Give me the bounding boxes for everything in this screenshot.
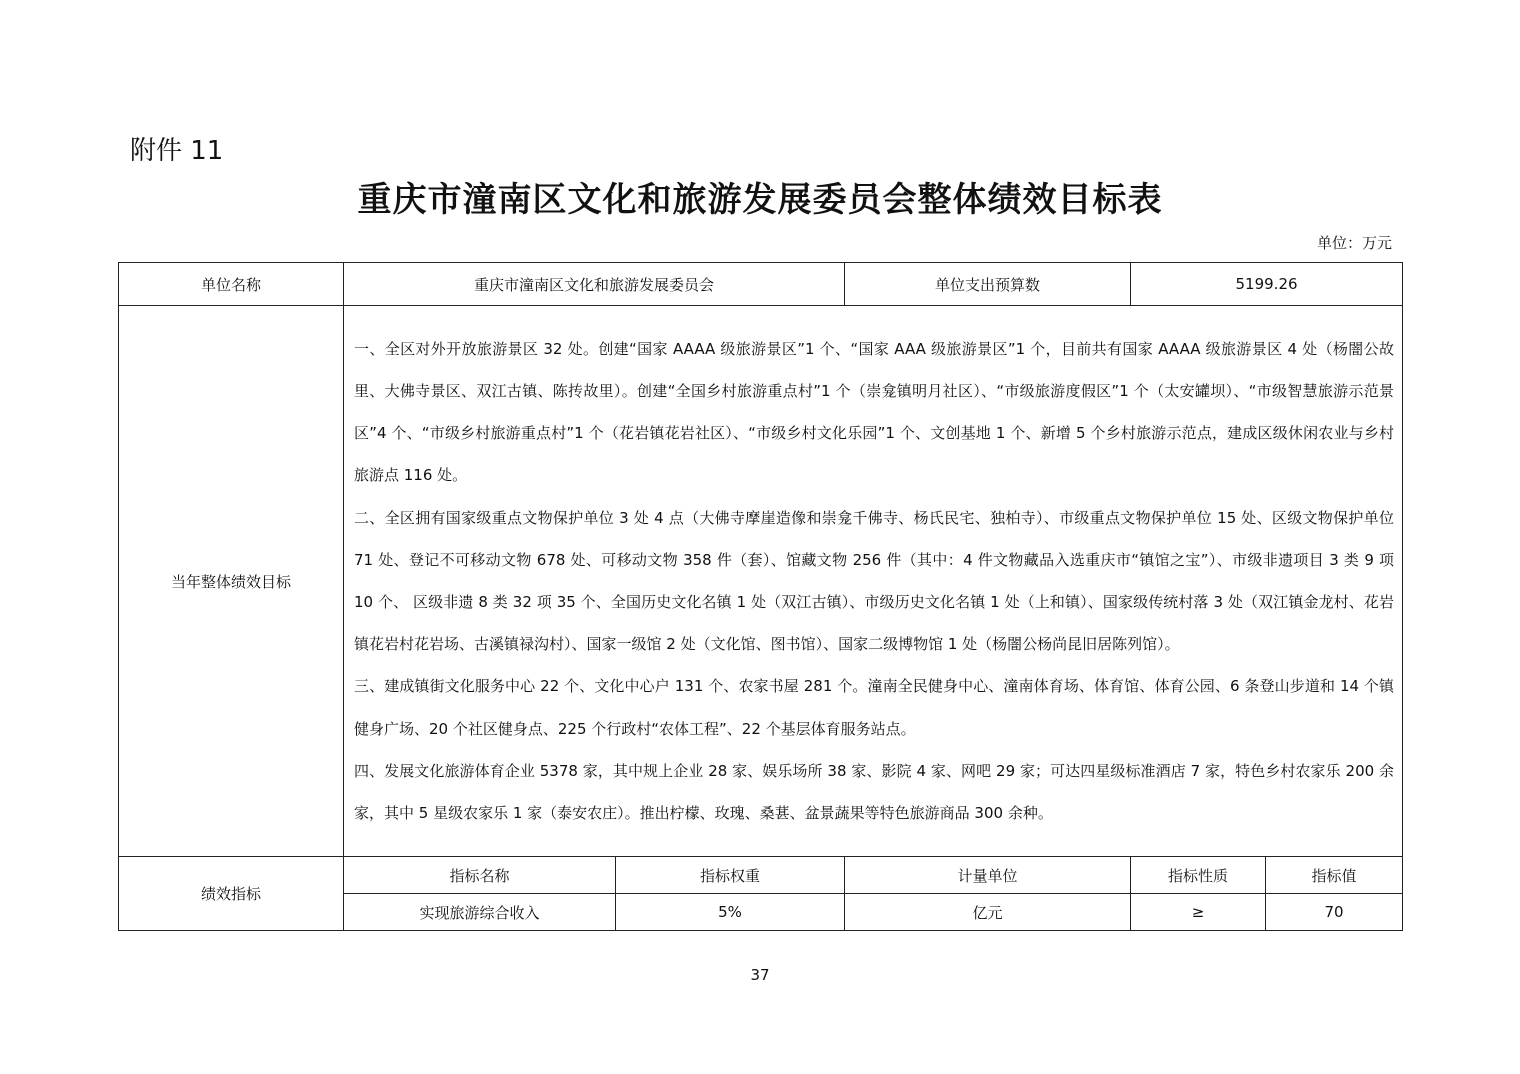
- attachment-label: 附件 11: [130, 136, 224, 166]
- indicator-header-row: [119, 857, 1403, 894]
- indicator-cell: 亿元: [845, 894, 1131, 931]
- goal-paragraph: 四、发展文化旅游体育企业 5378 家，其中规上企业 28 家、娱乐场所 38 家、影院 4 家、网吧 29 家；可达四星级标准酒店 7 家，特色乡村农家乐 200 余家，其中 5 星级农家乐 1 家（泰安农庄）。推出柠檬、玫瑰、桑葚、盆景蔬果等特色旅游商品 300 余种。: [354, 761, 1395, 823]
- indicator-header-cell: 指标名称: [344, 857, 616, 894]
- goal-paragraph: 一、全区对外开放旅游景区 32 处。创建“国家 AAAA 级旅游景区”1 个、“国家 AAA 级旅游景区”1 个，目前共有国家 AAAA 级旅游景区 4 处（杨闇公故里、大佛寺景区、双江古镇、陈抟故里）。创建“全国乡村旅游重点村”1 个（崇龛镇明月社区）、“市级旅游度假区”1 个（太安罐坝）、“市级智慧旅游示范景区”4 个、“市级乡村旅游重点村”1 个（花岩镇花岩社区）、“市级乡村文化乐园”1 个、文创基地 1 个、新增 5 个乡村旅游示范点，建成区级休闲农业与乡村旅游点 116 处。: [354, 339, 1395, 485]
- budget-label: 单位支出预算数: [845, 263, 1131, 306]
- indicator-header-cell: 计量单位: [845, 857, 1131, 894]
- budget-value: 5199.26: [1131, 263, 1403, 306]
- goal-paragraph: 二、全区拥有国家级重点文物保护单位 3 处 4 点（大佛寺摩崖造像和崇龛千佛寺、杨氏民宅、独柏寺）、市级重点文物保护单位 15 处、区级文物保护单位 71 处、登记不可移动文物 678 处、可移动文物 358 件（套）、馆藏文物 256 件（其中：4 件文物藏品入选重庆市“镇馆之宝”）、市级非遗项目 3 类 9 项 10 个、 区级非遗 8 类 32 项 35 个、全国历史文化名镇 1 处（双江古镇）、市级历史文化名镇 1 处（上和镇）、国家级传统村落 3 处（双江镇金龙村、花岩镇花岩村花岩场、古溪镇禄沟村）、国家一级馆 2 处（文化馆、图书馆）、国家二级博物馆 1 处（杨闇公杨尚昆旧居陈列馆）。: [354, 508, 1395, 654]
- indicator-header-cell: 指标性质: [1131, 857, 1266, 894]
- indicator-cell: 70: [1266, 894, 1403, 931]
- indicators-label: 绩效指标: [119, 857, 344, 931]
- unit-note: 单位：万元: [1316, 234, 1392, 252]
- indicator-cell: ≥: [1131, 894, 1266, 931]
- annual-goal-row: [119, 306, 1403, 857]
- header-row: [119, 263, 1403, 306]
- annual-goal-label: 当年整体绩效目标: [119, 306, 344, 857]
- performance-goal-table: [118, 262, 1403, 931]
- org-name-value: 重庆市潼南区文化和旅游发展委员会: [344, 263, 845, 306]
- org-name-label: 单位名称: [119, 263, 344, 306]
- document-title: 重庆市潼南区文化和旅游发展委员会整体绩效目标表: [357, 180, 1163, 220]
- annual-goal-content: [344, 306, 1403, 857]
- indicator-cell: 5%: [616, 894, 845, 931]
- indicator-cell: 实现旅游综合收入: [344, 894, 616, 931]
- indicator-header-cell: 指标值: [1266, 857, 1403, 894]
- indicator-header-cell: 指标权重: [616, 857, 845, 894]
- page-number: 37: [750, 966, 770, 984]
- goal-paragraph: 三、建成镇街文化服务中心 22 个、文化中心户 131 个、农家书屋 281 个。潼南全民健身中心、潼南体育场、体育馆、体育公园、6 条登山步道和 14 个镇健身广场、20 个社区健身点、225 个行政村“农体工程”、22 个基层体育服务站点。: [354, 677, 1395, 738]
